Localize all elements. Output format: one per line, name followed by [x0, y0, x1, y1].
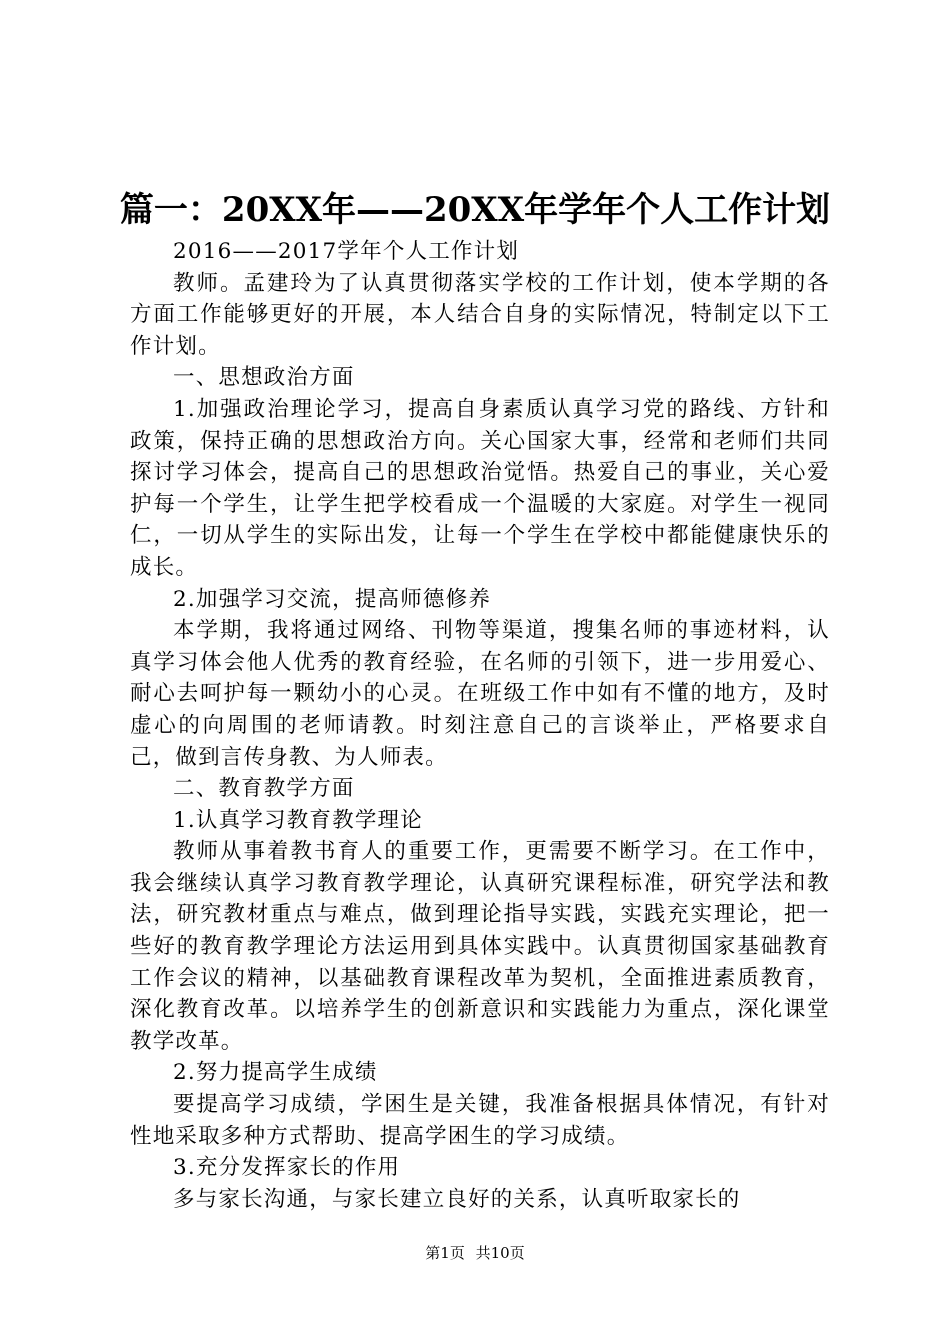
- subheading-parents: 3.充分发挥家长的作用: [173, 1155, 401, 1181]
- section-heading-teaching: 二、教育教学方面: [173, 776, 355, 802]
- page-footer: [0, 1242, 950, 1264]
- paragraph-parents: 多与家长沟通，与家长建立良好的关系，认真听取家长的: [173, 1186, 741, 1212]
- paragraph-ethics: 本学期，我将通过网络、刊物等渠道，搜集名师的事迹材料，认真学习体会他人优秀的教育经验，在名师的引领下，进一步用爱心、耐心去呵护每一颗幼小的心灵。在班级工作中如有不懂的地方，及时虚心的向周围的老师请教。时刻注意自己的言谈举止，严格要求自己，做到言传身教、为人师表。: [130, 618, 830, 770]
- paragraph-theory: 教师从事着教书育人的重要工作，更需要不断学习。在工作中，我会继续认真学习教育教学理论，认真研究课程标准，研究学法和教法，研究教材重点与难点，做到理论指导实践，实践充实理论，把一些好的教育教学理论方法运用到具体实践中。认真贯彻国家基础教育工作会议的精神，以基础教育课程改革为契机，全面推进素质教育，深化教育改革。以培养学生的创新意识和实践能力为重点，深化课堂教学改革。: [130, 839, 830, 1054]
- document-body: [130, 236, 830, 1215]
- subheading-grades: 2.努力提高学生成绩: [173, 1060, 378, 1086]
- paragraph-grades: 要提高学习成绩，学困生是关键，我准备根据具体情况，有针对性地采取多种方式帮助、提高学困生的学习成绩。: [130, 1092, 830, 1149]
- page-number: 第1页: [425, 1244, 465, 1262]
- paragraph-intro: 教师。孟建玲为了认真贯彻落实学校的工作计划，使本学期的各方面工作能够更好的开展，本人结合自身的实际情况，特制定以下工作计划。: [130, 270, 830, 359]
- section-heading-politics: 一、思想政治方面: [173, 365, 355, 391]
- subheading-theory: 1.认真学习教育教学理论: [173, 807, 423, 833]
- subheading-ethics: 2.加强学习交流，提高师德修养: [173, 586, 492, 612]
- document-title: 篇一：20XX年——20XX年学年个人工作计划: [119, 190, 831, 230]
- page-total: 共10页: [475, 1244, 525, 1262]
- paragraph-politics-1: 1.加强政治理论学习，提高自身素质认真学习党的路线、方针和政策，保持正确的思想政治方向。关心国家大事，经常和老师们共同探讨学习体会，提高自己的思想政治觉悟。热爱自己的事业，关心爱护每一个学生，让学生把学校看成一个温暖的大家庭。对学生一视同仁，一切从学生的实际出发，让每一个学生在学校中都能健康快乐的成长。: [130, 396, 830, 580]
- paragraph-subtitle: 2016——2017学年个人工作计划: [173, 239, 520, 264]
